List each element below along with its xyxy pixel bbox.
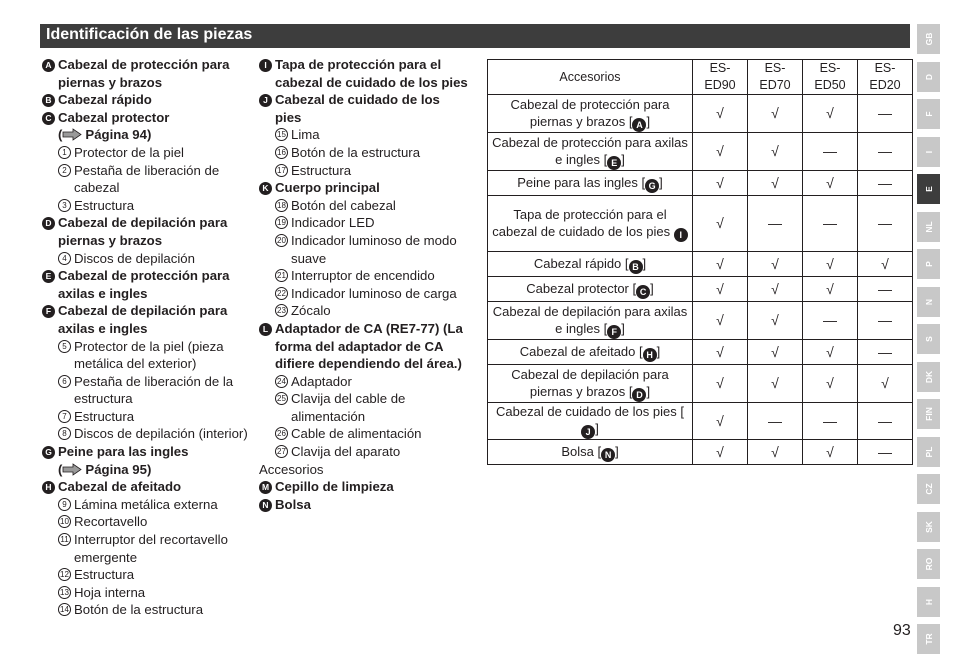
included-check-mark: √ (693, 171, 748, 196)
accessory-name-cell (488, 440, 693, 465)
included-check-mark: √ (748, 252, 803, 277)
not-included-dash: — (858, 440, 913, 465)
part-item-e (42, 267, 254, 302)
column-header-model: ES-ED50 (803, 60, 858, 95)
language-tab-dk[interactable] (917, 362, 940, 392)
included-check-mark: √ (803, 440, 858, 465)
sub-part-item-26 (259, 425, 469, 443)
part-label: Tapa de protección para el cabezal de cuidado de los pies (275, 57, 468, 90)
part-label: Botón de la estructura (291, 144, 421, 160)
included-check-mark: √ (748, 440, 803, 465)
page-number: 93 (893, 622, 911, 639)
letter-badge-a: A (42, 59, 55, 72)
number-circle: 27 (275, 445, 288, 458)
sub-part-item-23 (259, 302, 469, 320)
not-included-dash: — (858, 133, 913, 171)
accessory-name: Cabezal de protección para piernas y brazos [ (510, 96, 670, 129)
letter-badge-f: F (607, 325, 621, 339)
column-header-model: ES-ED70 (748, 60, 803, 95)
letter-badge-i: I (259, 59, 272, 72)
number-circle: 8 (58, 427, 71, 440)
bracket-close: ] (646, 113, 651, 129)
page-title: Identificación de las piezas (46, 26, 253, 43)
part-label: Interruptor de encendido (291, 268, 435, 284)
part-item-i (259, 56, 469, 91)
language-code: NL (923, 220, 934, 233)
not-included-dash: — (858, 277, 913, 302)
letter-badge-m: M (259, 481, 272, 494)
part-label: Cabezal protector (58, 109, 170, 125)
part-label: Cabezal de afeitado (58, 479, 182, 495)
bracket-close: ] (659, 174, 663, 190)
letter-badge-e: E (607, 156, 621, 170)
letter-badge-k: K (259, 182, 272, 195)
table-row (488, 171, 913, 196)
table-row (488, 252, 913, 277)
accessory-name-cell (488, 171, 693, 196)
number-circle: 19 (275, 216, 288, 229)
letter-badge-b: B (42, 94, 55, 107)
included-check-mark: √ (693, 403, 748, 440)
part-label: Botón de la estructura (74, 602, 204, 618)
language-tab-i[interactable] (917, 137, 940, 167)
part-label: Clavija del aparato (291, 444, 401, 460)
parts-list-column-2 (259, 56, 469, 513)
accessory-name: Cabezal de afeitado [ (519, 343, 643, 359)
not-included-dash: — (858, 196, 913, 252)
included-check-mark: √ (693, 365, 748, 403)
included-check-mark: √ (693, 252, 748, 277)
number-circle: 17 (275, 164, 288, 177)
language-tab-f[interactable] (917, 99, 940, 129)
accessory-name: Cabezal de depilación para piernas y brazos [ (511, 366, 669, 399)
letter-badge-c: C (42, 112, 55, 125)
column-header-model: ES-ED90 (693, 60, 748, 95)
sub-part-item-18 (259, 197, 469, 215)
not-included-dash: — (858, 403, 913, 440)
language-code: SK (923, 520, 934, 533)
page-reference (42, 461, 254, 479)
sub-part-item-13 (42, 584, 254, 602)
table-row (488, 365, 913, 403)
letter-badge-j: J (581, 425, 595, 439)
part-label: Página 94) (85, 127, 152, 143)
number-circle: 15 (275, 128, 288, 141)
part-label: Pestaña de liberación de cabezal (74, 162, 220, 196)
accessory-name-cell (488, 403, 693, 440)
part-label: Pestaña de liberación de la estructura (74, 373, 234, 407)
included-check-mark: √ (858, 252, 913, 277)
letter-badge-i: I (674, 228, 688, 242)
table-row (488, 277, 913, 302)
number-circle: 24 (275, 375, 288, 388)
part-label: Cabezal de depilación para axilas e ingles (58, 303, 228, 336)
number-circle: 12 (58, 568, 71, 581)
included-check-mark: √ (858, 365, 913, 403)
included-check-mark: √ (803, 95, 858, 133)
letter-badge-j: J (259, 94, 272, 107)
arrow-right-icon (62, 128, 82, 141)
language-tabs (917, 24, 940, 662)
number-circle: 6 (58, 375, 71, 388)
letter-badge-n: N (259, 499, 272, 512)
part-item-h (42, 478, 254, 496)
part-item-n (259, 496, 469, 514)
part-label: Cabezal de protección para axilas e ingles (58, 268, 230, 301)
accessory-name-cell (488, 365, 693, 403)
sub-part-item-15 (259, 126, 469, 144)
number-circle: 3 (58, 199, 71, 212)
accessory-name-cell (488, 196, 693, 252)
page-reference (42, 126, 254, 144)
accessory-name-cell (488, 340, 693, 365)
part-label: Recortavello (74, 514, 148, 530)
part-label: Clavija del cable de alimentación (291, 391, 406, 424)
number-circle: 5 (58, 340, 71, 353)
sub-part-item-14 (42, 601, 254, 619)
table-row (488, 440, 913, 465)
language-tab-e[interactable] (917, 174, 940, 204)
part-item-l (259, 320, 469, 373)
letter-badge-g: G (42, 446, 55, 459)
not-included-dash: — (858, 171, 913, 196)
column-header-model: ES-ED20 (858, 60, 913, 95)
part-label: Cabezal rápido (58, 92, 152, 108)
letter-badge-h: H (643, 348, 657, 362)
part-label: Estructura (74, 197, 135, 213)
bracket-close: ] (656, 343, 661, 359)
number-circle: 16 (275, 146, 288, 159)
included-check-mark: √ (748, 171, 803, 196)
part-label: Adaptador de CA (RE7-77) (La forma del adaptador de CA difiere dependiendo del área.) (275, 320, 463, 372)
sub-part-item-11 (42, 531, 254, 566)
sub-part-item-22 (259, 285, 469, 303)
language-tab-tr[interactable] (917, 624, 940, 654)
bracket-close: ] (642, 255, 647, 271)
bracket-close: ] (621, 320, 625, 336)
language-code: TR (923, 633, 934, 645)
letter-badge-d: D (632, 388, 646, 402)
part-item-f (42, 302, 254, 337)
part-label: Zócalo (291, 303, 331, 319)
accessory-name-cell (488, 95, 693, 133)
sub-part-item-20 (259, 232, 469, 267)
part-item-c (42, 109, 254, 127)
table-header-row (488, 60, 913, 95)
reference-paren: ( (58, 127, 63, 143)
sub-part-item-1 (42, 144, 254, 162)
number-circle: 18 (275, 199, 288, 212)
language-tab-s[interactable] (917, 324, 940, 354)
not-included-dash: — (803, 196, 858, 252)
letter-badge-l: L (259, 323, 272, 336)
accessory-name: Tapa de protección para el cabezal de cuidado de los pies (492, 206, 674, 239)
not-included-dash: — (858, 95, 913, 133)
part-item-k (259, 179, 469, 197)
number-circle: 20 (275, 234, 288, 247)
included-check-mark: √ (748, 365, 803, 403)
included-check-mark: √ (693, 340, 748, 365)
included-check-mark: √ (693, 277, 748, 302)
accessory-name-cell (488, 252, 693, 277)
language-code: S (923, 336, 934, 342)
part-item-a (42, 56, 254, 91)
language-code: CZ (923, 483, 934, 495)
part-label: Lámina metálica externa (74, 496, 218, 512)
sub-part-item-16 (259, 144, 469, 162)
language-tab-cz[interactable] (917, 474, 940, 504)
part-label: Adaptador (291, 373, 352, 389)
parts-list-column-1 (42, 56, 254, 619)
included-check-mark: √ (748, 340, 803, 365)
not-included-dash: — (748, 403, 803, 440)
number-circle: 11 (58, 533, 71, 546)
not-included-dash: — (803, 302, 858, 340)
number-circle: 21 (275, 269, 288, 282)
part-label: Interruptor del recortavello emergente (74, 532, 228, 565)
language-code: P (923, 261, 934, 267)
number-circle: 25 (275, 392, 288, 405)
sub-part-item-8 (42, 425, 254, 443)
language-code: N (923, 298, 934, 305)
part-item-b (42, 91, 254, 109)
reference-paren: ( (58, 461, 63, 477)
table-row (488, 302, 913, 340)
letter-badge-d: D (42, 217, 55, 230)
letter-badge-n: N (601, 448, 615, 462)
included-check-mark: √ (693, 133, 748, 171)
accessory-name-cell (488, 277, 693, 302)
sub-part-item-3 (42, 197, 254, 215)
bracket-close: ] (650, 280, 654, 296)
part-label: Cepillo de limpieza (275, 479, 394, 495)
sub-part-item-5 (42, 338, 254, 373)
language-code: H (923, 598, 934, 605)
part-item-g (42, 443, 254, 461)
part-label: Lima (291, 127, 320, 143)
accessory-name-cell (488, 302, 693, 340)
number-circle: 9 (58, 498, 71, 511)
part-label: Peine para las ingles (58, 444, 189, 460)
number-circle: 26 (275, 427, 288, 440)
letter-badge-b: B (629, 260, 643, 274)
language-tab-d[interactable] (917, 62, 940, 92)
sub-part-item-25 (259, 390, 469, 425)
language-tab-n[interactable] (917, 287, 940, 317)
letter-badge-h: H (42, 481, 55, 494)
column-header-accessories: Accesorios (488, 60, 693, 95)
part-label: Protector de la piel (74, 144, 184, 160)
sub-part-item-19 (259, 214, 469, 232)
included-check-mark: √ (693, 95, 748, 133)
accessory-name: Cabezal protector [ (526, 280, 637, 296)
bracket-close: ] (615, 443, 619, 459)
sub-part-item-9 (42, 496, 254, 514)
part-item-m (259, 478, 469, 496)
part-item-d (42, 214, 254, 249)
bracket-close: ] (646, 383, 651, 399)
language-code: PL (923, 446, 934, 457)
included-check-mark: √ (803, 277, 858, 302)
part-label: Discos de depilación (interior) (74, 426, 248, 442)
accessory-name: Bolsa [ (561, 443, 602, 459)
included-check-mark: √ (748, 133, 803, 171)
language-code: D (923, 73, 934, 80)
number-circle: 7 (58, 410, 71, 423)
table-row (488, 403, 913, 440)
part-label: Indicador LED (291, 215, 375, 231)
included-check-mark: √ (693, 302, 748, 340)
part-label: Indicador luminoso de carga (291, 285, 457, 301)
included-check-mark: √ (748, 302, 803, 340)
number-circle: 14 (58, 603, 71, 616)
accessory-name: Cabezal de depilación para axilas e ingles [ (492, 303, 688, 336)
table-row (488, 196, 913, 252)
language-code: GB (923, 32, 934, 46)
part-label: Cable de alimentación (291, 426, 422, 442)
not-included-dash: — (748, 196, 803, 252)
number-circle: 23 (275, 304, 288, 317)
sub-part-item-6 (42, 373, 254, 408)
accessory-name: Cabezal de protección para axilas e ingles [ (492, 134, 688, 167)
sub-part-item-12 (42, 566, 254, 584)
part-label: Cabezal de protección para piernas y brazos (58, 57, 230, 90)
number-circle: 2 (58, 164, 71, 177)
part-label: Protector de la piel (pieza metálica del exterior) (74, 338, 224, 372)
part-label: Hoja interna (74, 584, 146, 600)
section-title-bar (40, 24, 910, 48)
included-check-mark: √ (803, 340, 858, 365)
language-code: FIN (923, 407, 934, 421)
language-code: RO (923, 557, 934, 571)
accessories-table (487, 59, 913, 465)
language-code: F (923, 111, 934, 117)
sub-part-item-21 (259, 267, 469, 285)
table-row (488, 133, 913, 171)
included-check-mark: √ (803, 171, 858, 196)
number-circle: 4 (58, 252, 71, 265)
part-label: Cabezal de depilación para piernas y brazos (58, 215, 228, 248)
bracket-close: ] (595, 421, 599, 436)
part-label: Botón del cabezal (291, 197, 396, 213)
table-row (488, 340, 913, 365)
sub-part-item-10 (42, 513, 254, 531)
part-label: Indicador luminoso de modo suave (291, 232, 457, 266)
language-tab-pl[interactable] (917, 437, 940, 467)
number-circle: 13 (58, 586, 71, 599)
part-label: Estructura (74, 408, 135, 424)
sub-part-item-24 (259, 373, 469, 391)
language-tab-h[interactable] (917, 587, 940, 617)
part-label: Estructura (291, 162, 352, 178)
not-included-dash: — (803, 403, 858, 440)
language-tab-fin[interactable] (917, 399, 940, 429)
accessory-name: Cabezal de cuidado de los pies [ (496, 404, 684, 419)
not-included-dash: — (858, 340, 913, 365)
sub-part-item-4 (42, 250, 254, 268)
language-tab-sk[interactable] (917, 512, 940, 542)
part-label: Accesorios (259, 461, 324, 477)
sub-part-item-17 (259, 162, 469, 180)
part-label: Discos de depilación (74, 250, 195, 266)
letter-badge-e: E (42, 270, 55, 283)
included-check-mark: √ (748, 277, 803, 302)
not-included-dash: — (803, 133, 858, 171)
included-check-mark: √ (803, 365, 858, 403)
sub-part-item-7 (42, 408, 254, 426)
bracket-close: ] (621, 151, 625, 167)
part-label: Página 95) (85, 461, 152, 477)
language-code: E (923, 186, 934, 192)
accessory-name: Cabezal rápido [ (533, 255, 629, 271)
arrow-right-icon (62, 463, 82, 476)
part-item-j (259, 91, 469, 126)
language-tab-gb[interactable] (917, 24, 940, 54)
included-check-mark: √ (748, 95, 803, 133)
included-check-mark: √ (693, 440, 748, 465)
not-included-dash: — (858, 302, 913, 340)
number-circle: 1 (58, 146, 71, 159)
language-code: DK (923, 370, 934, 383)
letter-badge-a: A (632, 118, 646, 132)
number-circle: 22 (275, 287, 288, 300)
sub-part-item-27 (259, 443, 469, 461)
sub-part-item-2 (42, 162, 254, 197)
included-check-mark: √ (803, 252, 858, 277)
table-row (488, 95, 913, 133)
language-code: I (923, 150, 934, 153)
accessory-name: Peine para las ingles [ (517, 174, 646, 190)
letter-badge-g: G (645, 179, 659, 193)
language-tab-nl[interactable] (917, 212, 940, 242)
part-label: Estructura (74, 567, 135, 583)
letter-badge-c: C (636, 285, 650, 299)
language-tab-p[interactable] (917, 249, 940, 279)
letter-badge-f: F (42, 305, 55, 318)
part-label: Cabezal de cuidado de los pies (275, 92, 440, 125)
number-circle: 10 (58, 515, 71, 528)
part-label: Bolsa (275, 496, 311, 512)
language-tab-ro[interactable] (917, 549, 940, 579)
section-label (259, 461, 469, 479)
included-check-mark: √ (693, 196, 748, 252)
part-label: Cuerpo principal (275, 180, 380, 196)
accessory-name-cell (488, 133, 693, 171)
